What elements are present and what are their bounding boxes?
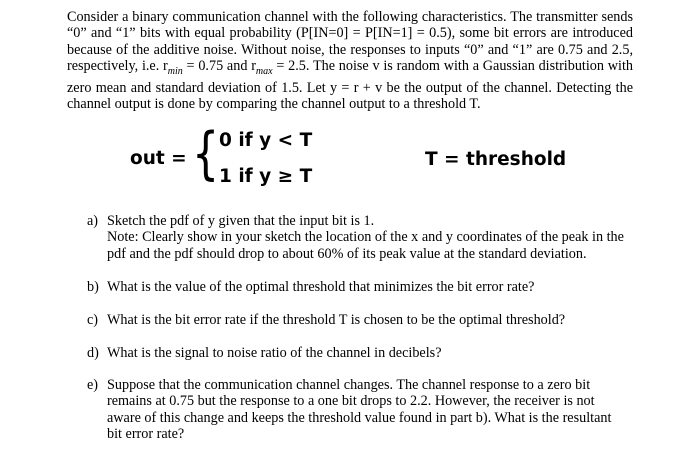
problem-statement (67, 9, 633, 113)
question-text: What is the value of the optimal threshold that minimizes the bit error rate? (107, 279, 535, 295)
question-text (107, 213, 627, 262)
intro-text-2: = 0.75 and r (182, 57, 256, 74)
question-label: d) (87, 345, 99, 361)
question-label: b) (87, 279, 99, 295)
question-text: What is the bit error rate if the threshold T is chosen to be the optimal threshold? (107, 312, 566, 328)
question-label: e) (87, 377, 99, 393)
question-a-text: Sketch the pdf of y given that the input bit is 1. (107, 213, 375, 229)
equation-brace: { (192, 121, 220, 187)
question-text: Suppose that the communication channel changes. The channel response to a zero bit remains at 0.75 but the response to a one bit drops to 2.2. However, the receiver is not aware of this change and keeps the threshold value found in part b). What is the resultant bit error rate? (107, 377, 612, 442)
equation-case-0: 0 if y < T (219, 130, 313, 151)
r-max-subscript: max (255, 65, 273, 77)
equation-lhs: out = (130, 148, 187, 169)
threshold-definition: T = threshold (425, 149, 567, 170)
intro-text-3: = 2.5. The noise v is random with a Gaussian distribution with zero mean and standard deviation of 1.5. Let y = r + v be the output of the channel. Detecting the channel output is done by comparing the channel output to a threshold T. (67, 57, 633, 113)
question-label: c) (87, 312, 99, 328)
r-min-subscript: min (167, 65, 183, 77)
question-label: a) (87, 213, 99, 229)
equation-case-1: 1 if y ≥ T (219, 166, 313, 187)
question-text: What is the signal to noise ratio of the channel in decibels? (107, 345, 442, 361)
intro-text-1: Consider a binary communication channel with the following characteristics. The transmitter sends “0” and “1” bits with equal probability (P[IN=0] = P[IN=1] = 0.5), some bit errors are introduced because of the additive noise. Without noise, the responses to inputs “0” and “1” are 0.75 and 2.5, respectively, i.e. r (67, 9, 633, 74)
question-a-note: Note: Clearly show in your sketch the location of the x and y coordinates of the peak in the pdf and the pdf should drop to about 60% of its peak value at the standard deviation. (107, 229, 624, 262)
